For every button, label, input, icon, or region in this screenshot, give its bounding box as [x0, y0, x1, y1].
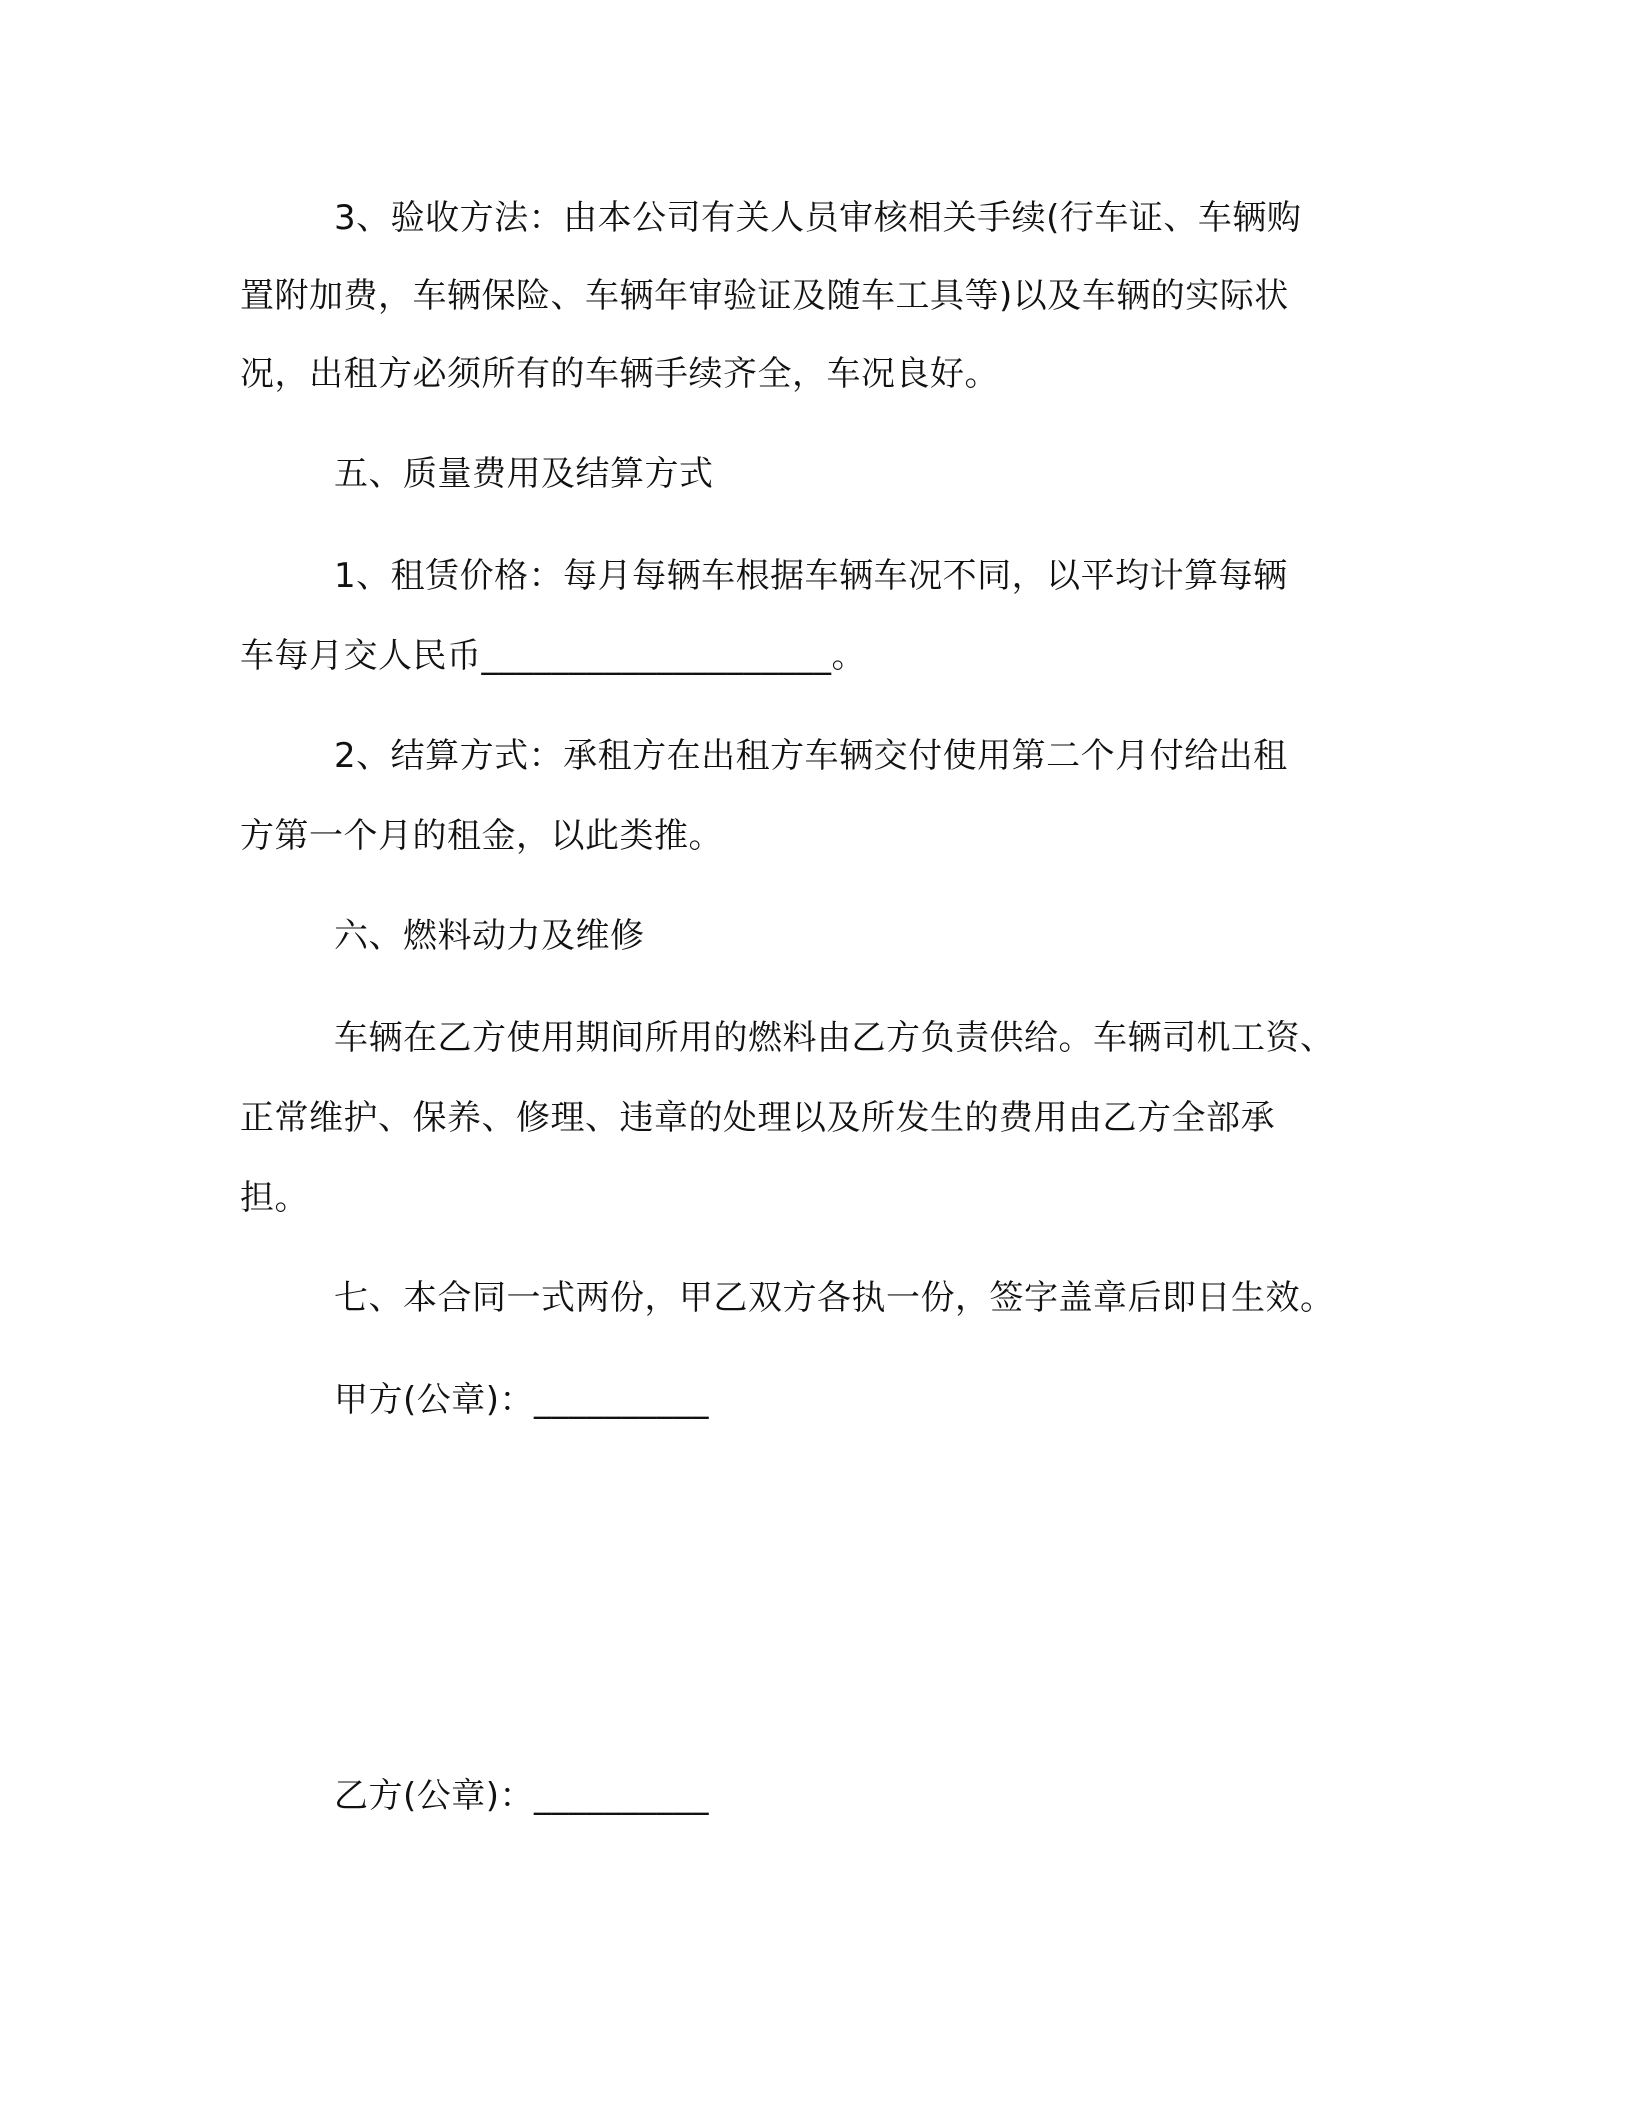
clause-acceptance-line-2: 置附加费，车辆保险、车辆年审验证及随车工具等)以及车辆的实际状 [240, 276, 1289, 316]
clause-price-line-1: 1、租赁价格：每月每辆车根据车辆车况不同，以平均计算每辆 [334, 556, 1288, 596]
clause-acceptance-line-3: 况，出租方必须所有的车辆手续齐全，车况良好。 [240, 354, 999, 394]
clause-fuel-line-3: 担。 [240, 1178, 309, 1218]
clause-settlement-line-2: 方第一个月的租金，以此类推。 [240, 816, 723, 856]
section-five-heading: 五、质量费用及结算方式 [334, 454, 714, 494]
clause-acceptance-line-1: 3、验收方法：由本公司有关人员审核相关手续(行车证、车辆购 [334, 198, 1302, 238]
clause-fuel-line-2: 正常维护、保养、修理、违章的处理以及所发生的费用由乙方全部承 [240, 1098, 1275, 1138]
party-a-signature: 甲方(公章)：__________ [334, 1380, 710, 1420]
clause-price-line-2: 车每月交人民币____________________。 [240, 636, 866, 676]
section-six-heading: 六、燃料动力及维修 [334, 916, 645, 956]
clause-settlement-line-1: 2、结算方式：承租方在出租方车辆交付使用第二个月付给出租 [334, 736, 1288, 776]
party-b-signature: 乙方(公章)：__________ [334, 1776, 710, 1816]
clause-fuel-line-1: 车辆在乙方使用期间所用的燃料由乙方负责供给。车辆司机工资、 [334, 1018, 1335, 1058]
section-seven-text: 七、本合同一式两份，甲乙双方各执一份，签字盖章后即日生效。 [334, 1278, 1335, 1318]
